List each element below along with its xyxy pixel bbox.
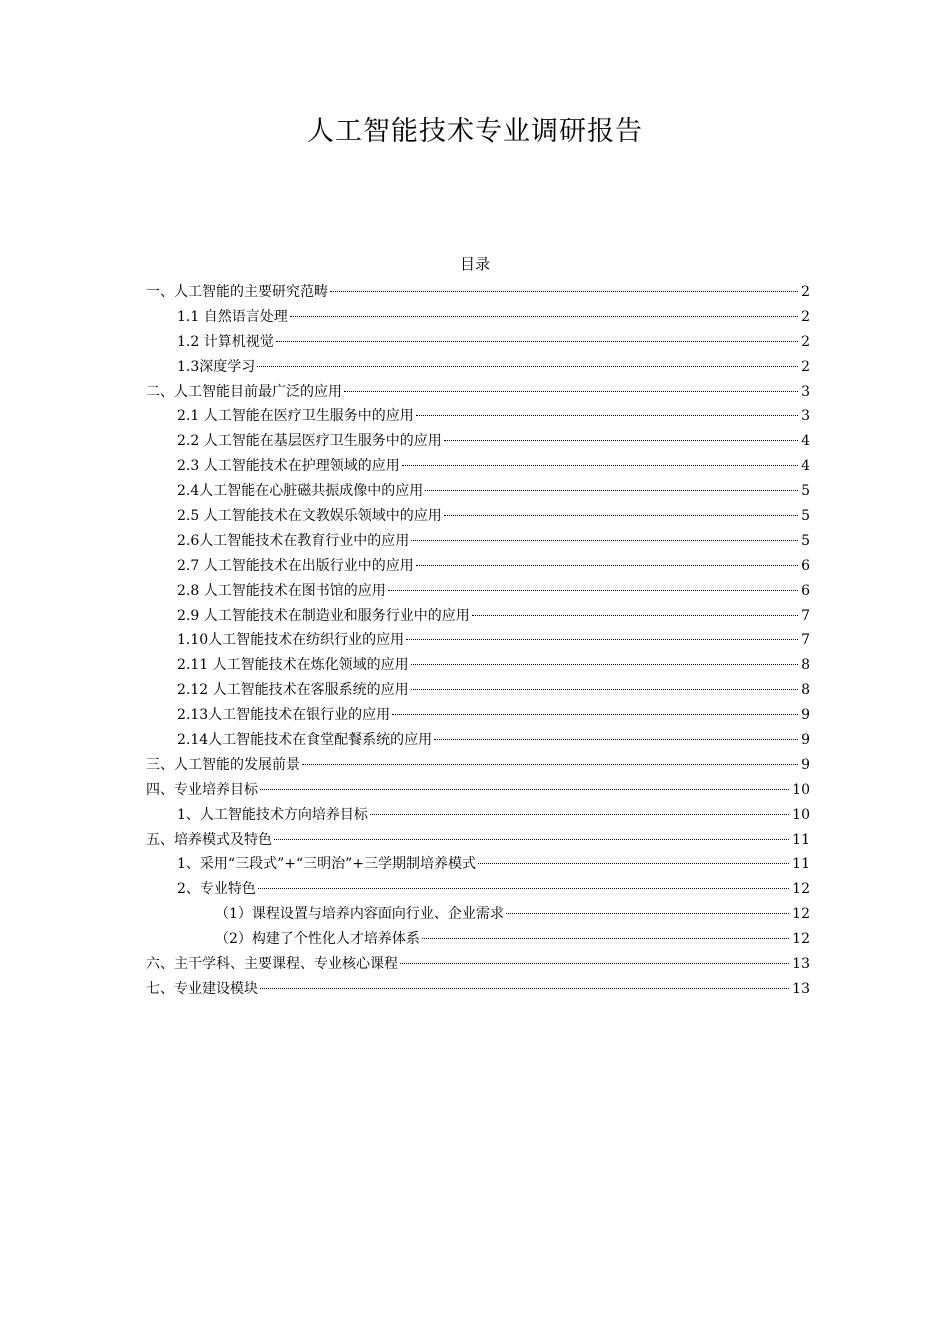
toc-entry[interactable] <box>146 753 810 778</box>
toc-dot-leader <box>290 315 798 317</box>
table-of-contents <box>146 280 810 1002</box>
toc-dot-leader <box>257 365 798 367</box>
toc-entry-page-number: 10 <box>792 781 810 798</box>
toc-entry-label: （1）课程设置与培养内容面向行业、企业需求 <box>215 906 504 923</box>
toc-dot-leader <box>425 489 798 491</box>
toc-dot-leader <box>506 912 789 914</box>
toc-dot-leader <box>472 614 798 616</box>
toc-entry-label: 1、人工智能技术方向培养目标 <box>177 806 368 823</box>
toc-entry-page-number: 2 <box>801 333 810 350</box>
toc-entry[interactable] <box>146 554 810 579</box>
toc-entry[interactable] <box>146 404 810 429</box>
toc-entry[interactable] <box>146 952 810 977</box>
toc-entry[interactable] <box>146 429 810 454</box>
toc-entry[interactable] <box>146 355 810 380</box>
toc-entry[interactable] <box>146 628 810 653</box>
toc-entry[interactable] <box>146 828 810 853</box>
toc-dot-leader <box>478 862 789 864</box>
toc-entry-label: 1.2 计算机视觉 <box>177 333 274 350</box>
toc-entry-label: 2.9 人工智能技术在制造业和服务行业中的应用 <box>177 607 470 624</box>
toc-entry-label: 2.4人工智能在心脏磁共振成像中的应用 <box>177 483 424 500</box>
toc-dot-leader <box>411 663 798 665</box>
toc-entry-label: 2.1 人工智能在医疗卫生服务中的应用 <box>177 408 414 425</box>
toc-dot-leader <box>370 813 789 815</box>
toc-entry[interactable] <box>146 977 810 1002</box>
toc-entry-label: 2.13人工智能技术在银行业的应用 <box>177 707 391 724</box>
toc-dot-leader <box>402 464 798 466</box>
toc-dot-leader <box>444 514 798 516</box>
toc-dot-leader <box>274 838 789 840</box>
toc-entry-label: 1.10人工智能技术在纺织行业的应用 <box>177 632 405 649</box>
toc-entry-page-number: 6 <box>801 557 810 574</box>
toc-dot-leader <box>400 962 789 964</box>
toc-dot-leader <box>344 390 798 392</box>
toc-entry-label: （2）构建了个性化人才培养体系 <box>215 931 420 948</box>
toc-entry-label: 三、人工智能的发展前景 <box>146 756 300 773</box>
toc-entry-page-number: 6 <box>801 582 810 599</box>
toc-entry-page-number: 12 <box>792 906 810 923</box>
toc-dot-leader <box>302 763 798 765</box>
toc-entry-label: 2.8 人工智能技术在图书馆的应用 <box>177 582 386 599</box>
toc-entry-label: 六、主干学科、主要课程、专业核心课程 <box>146 956 398 973</box>
toc-entry[interactable] <box>146 579 810 604</box>
toc-entry-label: 五、培养模式及特色 <box>146 831 272 848</box>
toc-entry[interactable] <box>146 504 810 529</box>
toc-entry-label: 七、专业建设模块 <box>146 980 258 997</box>
toc-dot-leader <box>260 788 789 790</box>
toc-entry[interactable] <box>146 852 810 877</box>
toc-dot-leader <box>406 638 798 640</box>
toc-dot-leader <box>444 439 798 441</box>
toc-dot-leader <box>392 713 798 715</box>
toc-entry-page-number: 11 <box>792 856 810 873</box>
toc-dot-leader <box>422 937 789 939</box>
toc-entry-label: 2.14人工智能技术在食堂配餐系统的应用 <box>177 732 433 749</box>
toc-entry[interactable] <box>146 305 810 330</box>
toc-entry[interactable] <box>146 529 810 554</box>
toc-dot-leader <box>411 688 798 690</box>
toc-entry-page-number: 11 <box>792 831 810 848</box>
toc-entry-label: 1、采用“三段式”+“三明治”+三学期制培养模式 <box>177 856 476 873</box>
toc-entry-label: 2.7 人工智能技术在出版行业中的应用 <box>177 557 414 574</box>
toc-entry[interactable] <box>146 902 810 927</box>
toc-entry-page-number: 3 <box>801 383 810 400</box>
toc-entry-label: 1.1 自然语言处理 <box>177 308 288 325</box>
toc-entry-page-number: 8 <box>801 657 810 674</box>
toc-entry-page-number: 4 <box>801 458 810 475</box>
toc-entry-label: 2.2 人工智能在基层医疗卫生服务中的应用 <box>177 433 442 450</box>
toc-dot-leader <box>434 738 798 740</box>
toc-dot-leader <box>276 340 798 342</box>
toc-dot-leader <box>388 589 798 591</box>
toc-entry[interactable] <box>146 604 810 629</box>
toc-entry-page-number: 4 <box>801 433 810 450</box>
toc-dot-leader <box>330 290 798 292</box>
toc-entry-label: 2、专业特色 <box>177 881 256 898</box>
toc-entry-label: 2.6人工智能技术在教育行业中的应用 <box>177 532 410 549</box>
toc-entry-label: 2.12 人工智能技术在客服系统的应用 <box>177 682 409 699</box>
toc-entry[interactable] <box>146 728 810 753</box>
toc-entry-page-number: 8 <box>801 682 810 699</box>
toc-entry[interactable] <box>146 479 810 504</box>
toc-entry-label: 2.3 人工智能技术在护理领域的应用 <box>177 458 400 475</box>
toc-entry[interactable] <box>146 280 810 305</box>
toc-entry-label: 一、人工智能的主要研究范畴 <box>146 284 328 300</box>
toc-entry-label: 二、人工智能目前最广泛的应用 <box>146 383 342 400</box>
toc-entry-page-number: 3 <box>801 408 810 425</box>
toc-heading: 目录 <box>459 255 490 273</box>
toc-dot-leader <box>258 887 789 889</box>
toc-entry-page-number: 9 <box>801 732 810 749</box>
toc-entry-page-number: 2 <box>801 308 810 325</box>
toc-entry[interactable] <box>146 653 810 678</box>
toc-entry-page-number: 2 <box>801 284 810 300</box>
toc-entry[interactable] <box>146 678 810 703</box>
toc-entry-label: 2.5 人工智能技术在文教娱乐领域中的应用 <box>177 508 442 525</box>
toc-entry-page-number: 5 <box>801 532 810 549</box>
toc-dot-leader <box>416 414 798 416</box>
toc-entry[interactable] <box>146 877 810 902</box>
toc-dot-leader <box>260 987 789 989</box>
toc-entry-page-number: 9 <box>801 707 810 724</box>
toc-entry[interactable] <box>146 803 810 828</box>
toc-entry-page-number: 10 <box>792 806 810 823</box>
toc-entry-page-number: 12 <box>792 931 810 948</box>
toc-entry[interactable] <box>146 927 810 952</box>
toc-dot-leader <box>416 564 798 566</box>
toc-entry-label: 2.11 人工智能技术在炼化领域的应用 <box>177 657 409 674</box>
toc-entry[interactable] <box>146 778 810 803</box>
toc-entry-page-number: 7 <box>801 607 810 624</box>
document-title: 人工智能技术专业调研报告 <box>307 116 643 147</box>
toc-entry-page-number: 13 <box>792 980 810 997</box>
toc-entry-page-number: 9 <box>801 756 810 773</box>
toc-entry-page-number: 12 <box>792 881 810 898</box>
toc-entry-page-number: 5 <box>801 483 810 500</box>
toc-dot-leader <box>411 539 798 541</box>
toc-entry-page-number: 2 <box>801 358 810 375</box>
toc-entry-label: 四、专业培养目标 <box>146 781 258 798</box>
toc-entry-page-number: 5 <box>801 508 810 525</box>
toc-entry[interactable] <box>146 330 810 355</box>
toc-entry-page-number: 13 <box>792 956 810 973</box>
toc-entry-label: 1.3深度学习 <box>177 358 256 375</box>
toc-entry[interactable] <box>146 703 810 728</box>
toc-entry[interactable] <box>146 380 810 405</box>
toc-entry-page-number: 7 <box>801 632 810 649</box>
toc-entry[interactable] <box>146 454 810 479</box>
